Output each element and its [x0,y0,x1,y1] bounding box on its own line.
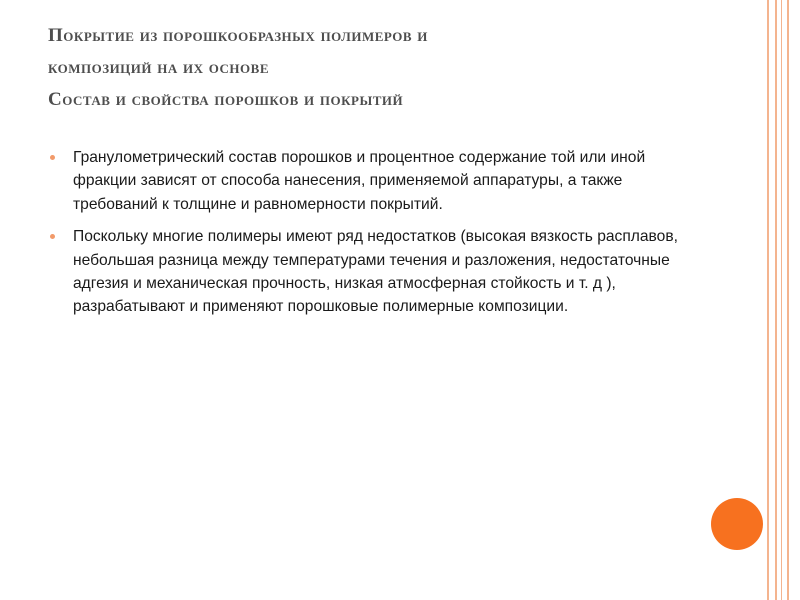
bullet-text: Поскольку многие полимеры имеют ряд недостатков (высокая вязкость расплавов, небольшая разница между температурами течения и разложения, недостаточные адгезия и механическая прочность, низкая атмосферная стойкость и т. д ), разрабатывают и применяют порошковые полимерные композиции. [73,228,678,316]
decorative-circle [711,498,763,550]
slide-title-line-1: Покрытие из порошкообразных полимеров и [48,25,428,46]
bullet-item [48,146,708,216]
slide-subtitle: Состав и свойства порошков и покрытий [48,89,404,110]
frame-line [787,0,789,600]
slide-title-line-2: композиций на их основе [48,57,269,78]
slide-title [48,14,748,116]
bullet-dot-icon [50,155,55,160]
frame-line [775,0,777,600]
frame-line [781,0,782,600]
bullet-text: Гранулометрический состав порошков и процентное содержание той или иной фракции зависят от способа нанесения, применяемой аппаратуры, а также требований к толщине и равномерности покрытий. [73,149,646,213]
bullet-list [48,146,708,328]
bullet-dot-icon [50,234,55,239]
bullet-item [48,225,708,319]
frame-line [767,0,769,600]
